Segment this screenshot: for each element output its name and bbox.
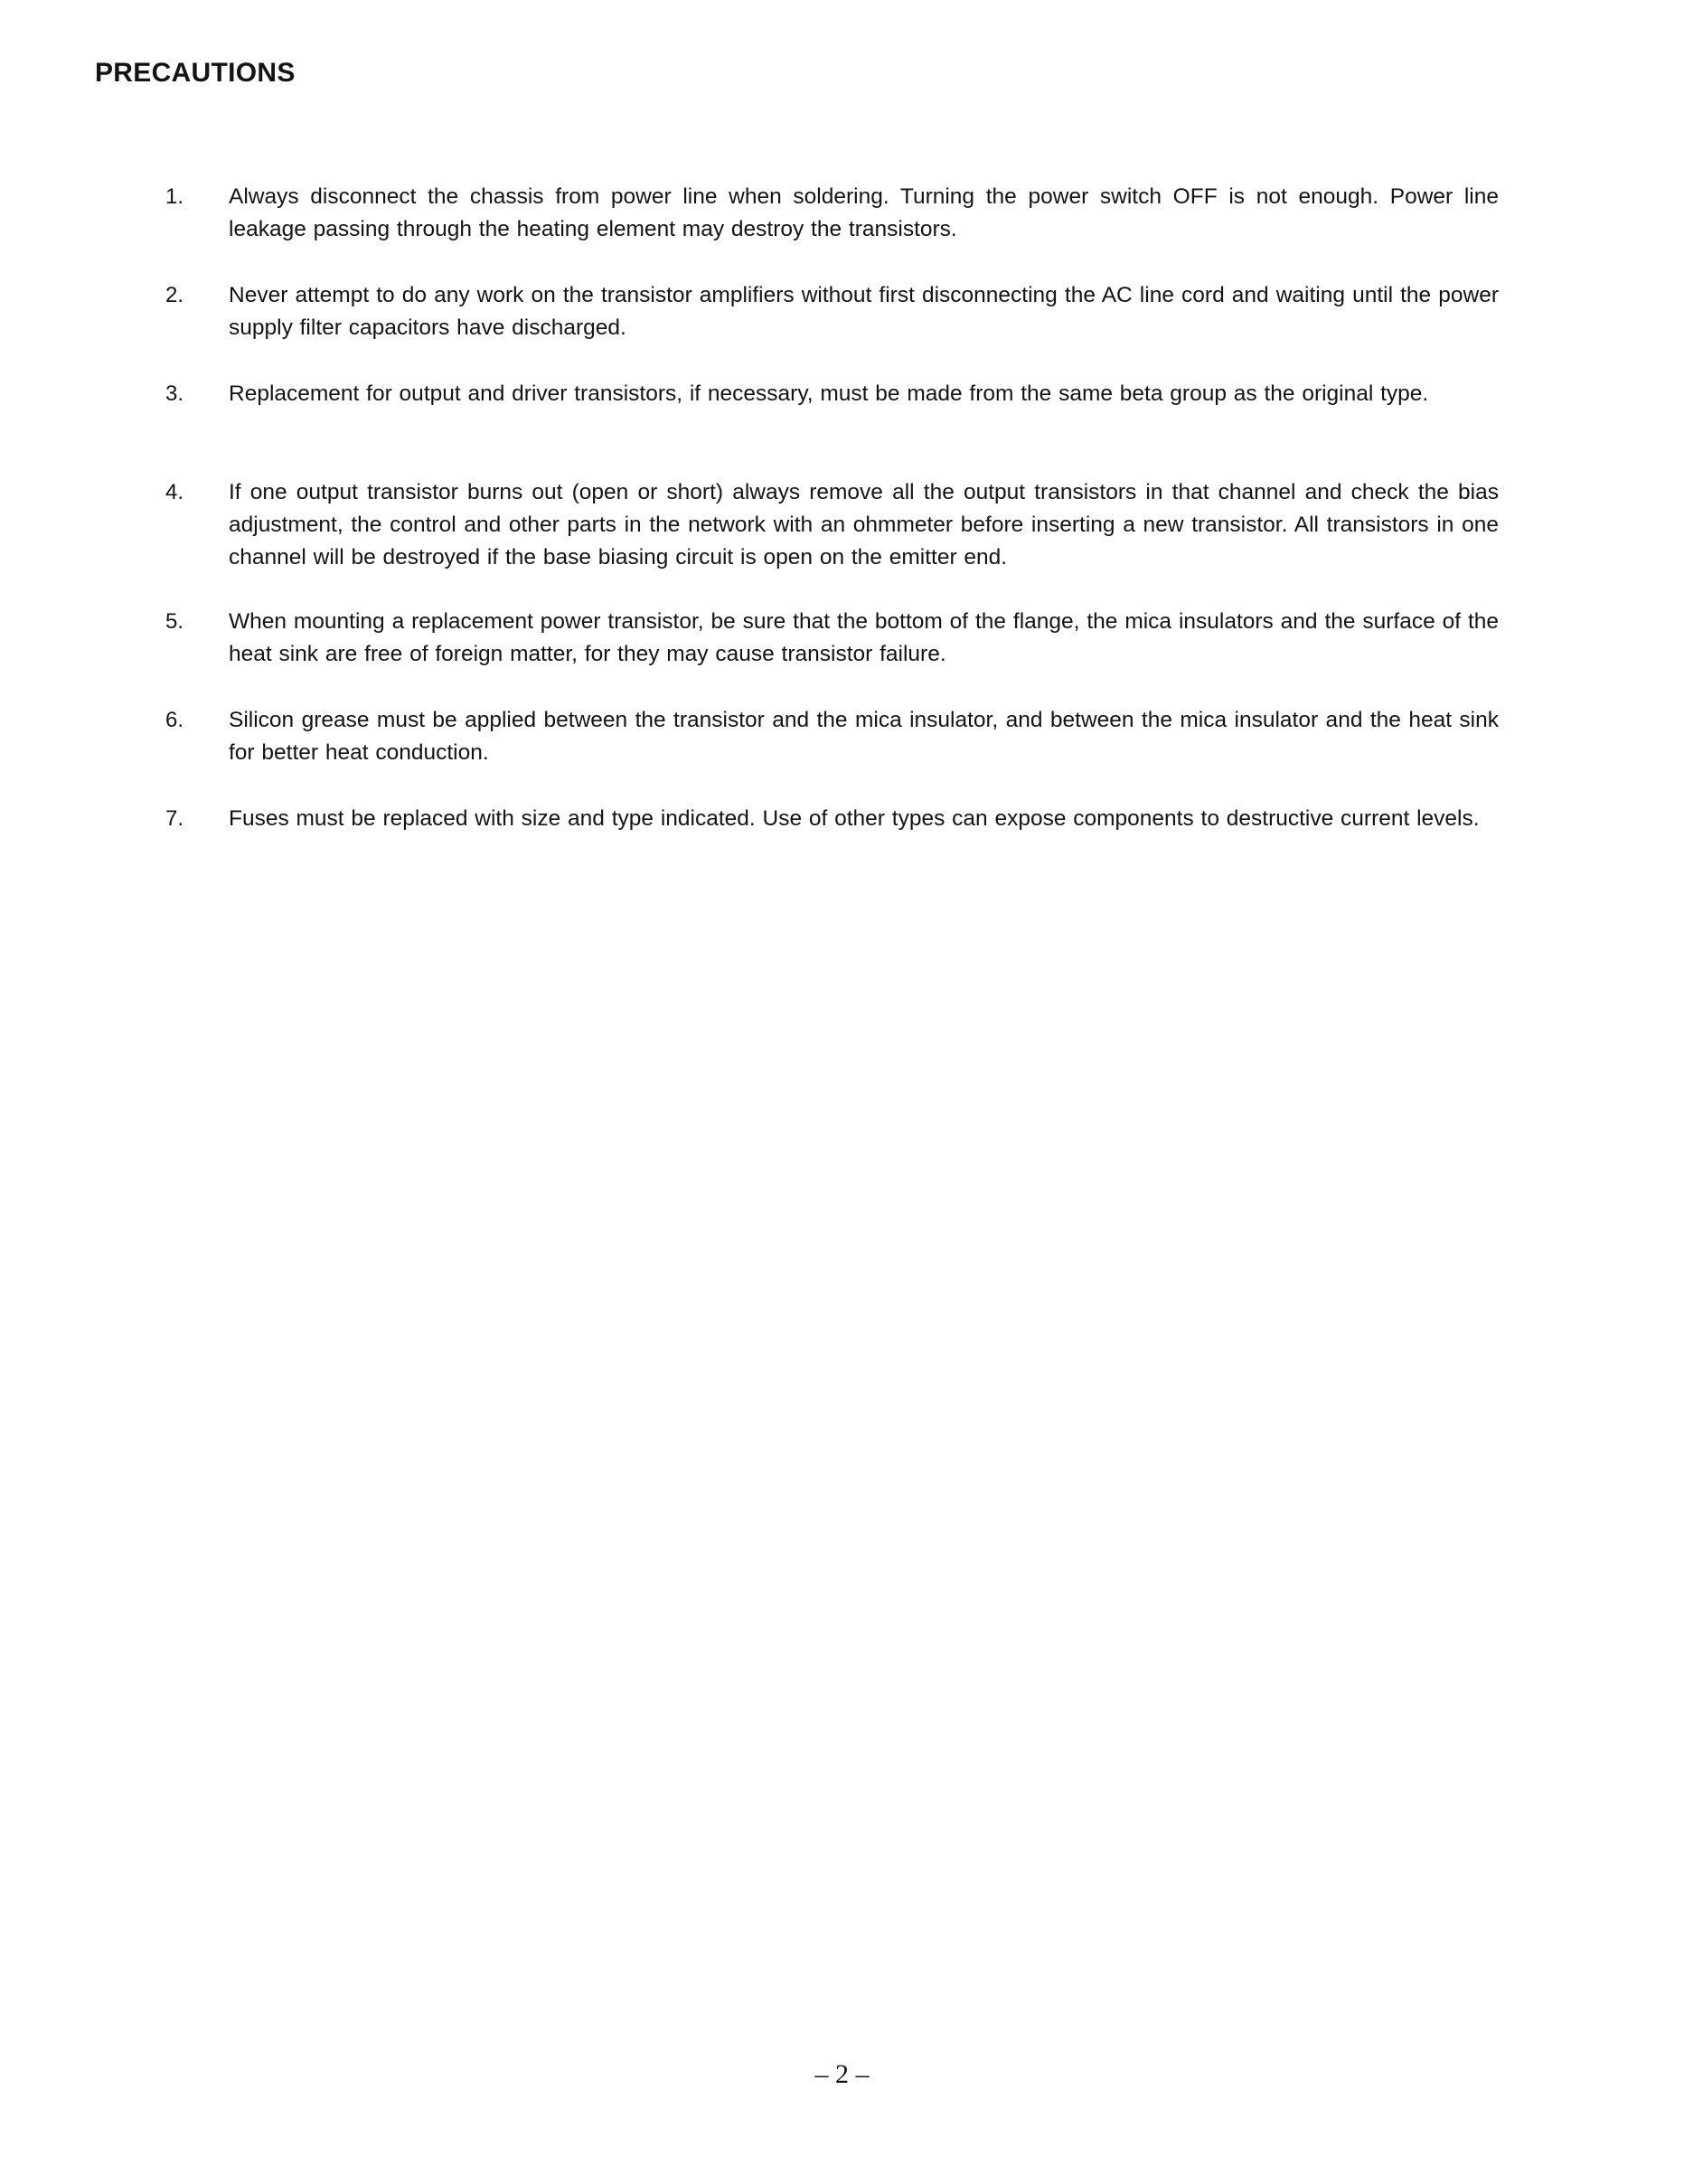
item-text: Never attempt to do any work on the transistor amplifiers without first disconnecting the AC line cord and waiting until the power supply filter capacitors have discharged. xyxy=(229,283,1499,340)
list-item xyxy=(0,279,1684,352)
list-item xyxy=(0,476,1684,570)
item-number: 5. xyxy=(165,609,184,634)
item-number: 2. xyxy=(165,283,184,307)
item-text: Always disconnect the chassis from power line when soldering. Turning the power switch OFF is not enough. Power line leakage passing through the heating element may destroy the transistors. xyxy=(229,184,1499,241)
page-number: – 2 – xyxy=(814,2059,870,2089)
item-text: If one output transistor burns out (open or short) always remove all the output transistors in that channel and check the bias adjustment, the control and other parts in the network with an ohmmeter before inserting a new transistor. All transistors in one channel will be destroyed if the base biasing circuit is open on the emitter end. xyxy=(229,480,1499,570)
item-number: 3. xyxy=(165,381,184,406)
page-title: PRECAUTIONS xyxy=(95,58,296,88)
list-item xyxy=(0,803,1684,875)
item-text: Silicon grease must be applied between the transistor and the mica insulator, and between the mica insulator and the heat sink for better heat conduction. xyxy=(229,708,1499,765)
item-text: Replacement for output and driver transistors, if necessary, must be made from the same beta group as the original type. xyxy=(229,381,1429,406)
item-number: 6. xyxy=(165,708,184,732)
list-item xyxy=(0,181,1684,253)
list-item xyxy=(0,704,1684,777)
list-item xyxy=(0,378,1684,450)
item-number: 4. xyxy=(165,480,184,504)
item-number: 1. xyxy=(165,184,184,209)
item-text: When mounting a replacement power transistor, be sure that the bottom of the flange, the mica insulators and the surface of the heat sink are free of foreign matter, for they may cause transistor failure. xyxy=(229,609,1499,666)
list-item xyxy=(0,606,1684,678)
item-number: 7. xyxy=(165,806,184,831)
item-text: Fuses must be replaced with size and type indicated. Use of other types can expose components to destructive current levels. xyxy=(229,806,1480,831)
